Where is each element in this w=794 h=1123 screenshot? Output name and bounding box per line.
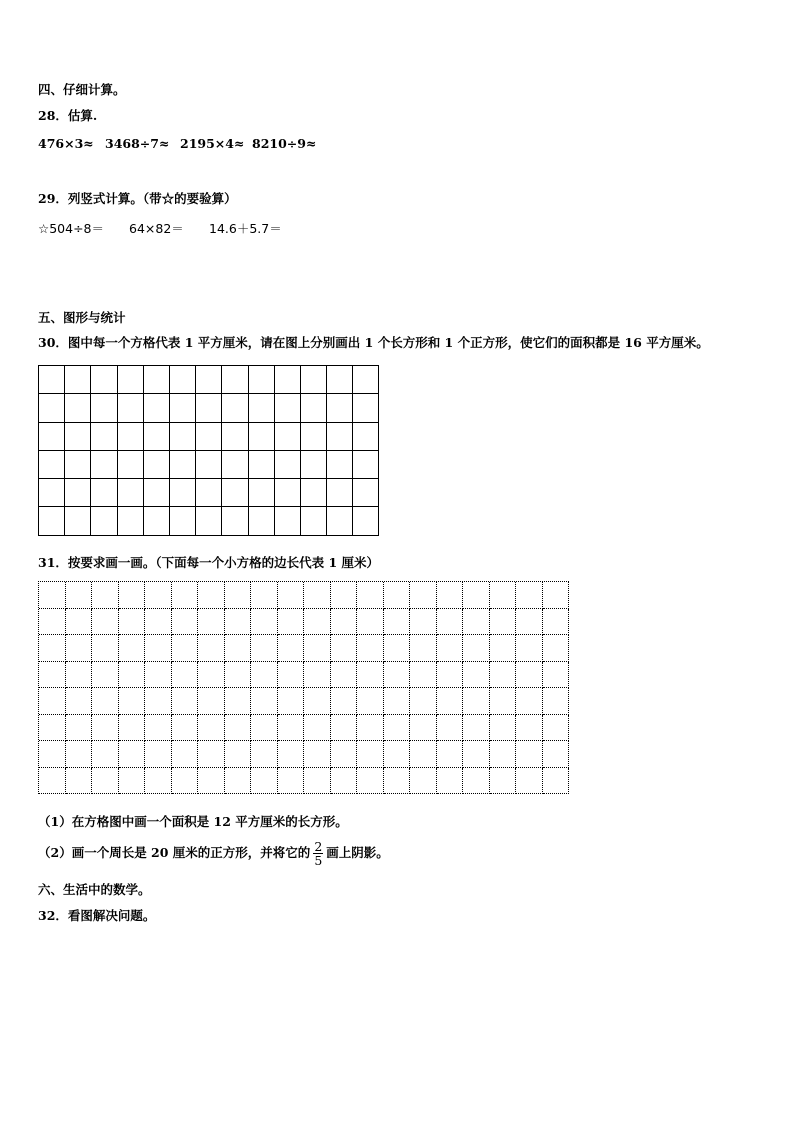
grid-cell[interactable] (410, 741, 437, 768)
grid-row (39, 715, 569, 742)
grid-cell[interactable] (66, 715, 93, 742)
grid-cell[interactable] (463, 688, 490, 715)
grid-cell[interactable] (92, 741, 119, 768)
grid-cell[interactable] (145, 662, 172, 689)
grid-cell[interactable] (144, 507, 170, 535)
grid-cell[interactable] (410, 768, 437, 795)
grid-cell[interactable] (516, 635, 543, 662)
grid-cell[interactable] (145, 688, 172, 715)
grid-cell[interactable] (119, 582, 146, 609)
question-31-part-1: （1）在方格图中画一个面积是 12 平方厘米的长方形。 (38, 814, 348, 829)
grid-cell[interactable] (144, 366, 170, 394)
grid-cell[interactable] (278, 609, 305, 636)
fraction-denominator: 5 (314, 853, 323, 868)
grid-cell[interactable] (331, 741, 358, 768)
grid-cell[interactable] (463, 609, 490, 636)
grid-cell[interactable] (463, 635, 490, 662)
grid-cell[interactable] (327, 451, 353, 479)
grid-cell[interactable] (490, 582, 517, 609)
grid-cell[interactable] (251, 582, 278, 609)
grid-cell[interactable] (301, 394, 327, 422)
grid-cell[interactable] (490, 688, 517, 715)
grid-row (39, 366, 379, 394)
dotted-grid-q31[interactable] (38, 581, 569, 794)
grid-cell[interactable] (249, 366, 275, 394)
grid-cell[interactable] (119, 715, 146, 742)
grid-cell[interactable] (490, 741, 517, 768)
grid-cell[interactable] (66, 582, 93, 609)
grid-cell[interactable] (331, 582, 358, 609)
grid-cell[interactable] (225, 662, 252, 689)
grid-cell[interactable] (222, 479, 248, 507)
grid-cell[interactable] (275, 366, 301, 394)
grid-cell[interactable] (92, 715, 119, 742)
grid-cell[interactable] (384, 635, 411, 662)
grid-cell[interactable] (39, 715, 66, 742)
question-28-label: 28．估算. (38, 108, 98, 123)
grid-cell[interactable] (196, 423, 222, 451)
grid-cell[interactable] (66, 688, 93, 715)
grid-cell[interactable] (170, 366, 196, 394)
grid-cell[interactable] (66, 741, 93, 768)
grid-cell[interactable] (225, 688, 252, 715)
grid-cell[interactable] (39, 394, 65, 422)
grid-row (39, 394, 379, 422)
grid-cell[interactable] (327, 394, 353, 422)
grid-cell[interactable] (92, 582, 119, 609)
section-6-heading: 六、生活中的数学。 (38, 882, 151, 897)
grid-row (39, 582, 569, 609)
grid-cell[interactable] (92, 635, 119, 662)
grid-cell[interactable] (39, 609, 66, 636)
grid-cell[interactable] (463, 582, 490, 609)
grid-cell[interactable] (225, 741, 252, 768)
grid-cell[interactable] (251, 715, 278, 742)
grid-cell[interactable] (353, 394, 379, 422)
vertical-calc-item-1: ☆504÷8＝ (38, 221, 104, 236)
grid-cell[interactable] (437, 715, 464, 742)
grid-cell[interactable] (172, 609, 199, 636)
fraction-numerator: 2 (314, 839, 323, 854)
grid-cell[interactable] (225, 609, 252, 636)
grid-cell[interactable] (39, 582, 66, 609)
grid-cell[interactable] (304, 582, 331, 609)
grid-cell[interactable] (490, 662, 517, 689)
grid-cell[interactable] (384, 582, 411, 609)
grid-cell[interactable] (275, 479, 301, 507)
grid-row (39, 507, 379, 535)
grid-cell[interactable] (172, 768, 199, 795)
grid-cell[interactable] (39, 366, 65, 394)
grid-cell[interactable] (172, 715, 199, 742)
grid-cell[interactable] (119, 635, 146, 662)
grid-cell[interactable] (172, 688, 199, 715)
grid-cell[interactable] (301, 451, 327, 479)
grid-cell[interactable] (410, 582, 437, 609)
grid-cell[interactable] (543, 582, 570, 609)
grid-cell[interactable] (331, 688, 358, 715)
grid-cell[interactable] (66, 609, 93, 636)
grid-cell[interactable] (327, 507, 353, 535)
grid-cell[interactable] (66, 635, 93, 662)
estimate-item-3: 2195×4≈ (180, 136, 245, 151)
grid-cell[interactable] (275, 507, 301, 535)
grid-cell[interactable] (119, 768, 146, 795)
grid-cell[interactable] (516, 715, 543, 742)
grid-cell[interactable] (278, 688, 305, 715)
grid-cell[interactable] (91, 394, 117, 422)
grid-cell[interactable] (144, 451, 170, 479)
grid-cell[interactable] (251, 741, 278, 768)
grid-cell[interactable] (198, 609, 225, 636)
grid-cell[interactable] (251, 635, 278, 662)
grid-cell[interactable] (251, 768, 278, 795)
grid-cell[interactable] (327, 366, 353, 394)
grid-cell[interactable] (327, 423, 353, 451)
grid-cell[interactable] (198, 635, 225, 662)
grid-cell[interactable] (225, 768, 252, 795)
grid-row (39, 451, 379, 479)
grid-cell[interactable] (357, 688, 384, 715)
grid-cell[interactable] (145, 609, 172, 636)
section-4-heading: 四、仔细计算。 (38, 82, 126, 97)
grid-cell[interactable] (222, 507, 248, 535)
grid-cell[interactable] (543, 635, 570, 662)
question-31-part-2 (38, 840, 389, 867)
grid-row (39, 688, 569, 715)
grid-cell[interactable] (225, 635, 252, 662)
grid-row (39, 768, 569, 795)
grid-cell[interactable] (196, 366, 222, 394)
grid-cell[interactable] (170, 451, 196, 479)
grid-cell[interactable] (304, 635, 331, 662)
grid-cell[interactable] (437, 768, 464, 795)
question-30-text: 30．图中每一个方格代表 1 平方厘米，请在图上分别画出 1 个长方形和 1 个正方形，使它们的面积都是 16 平方厘米。 (38, 335, 709, 350)
estimate-item-4: 8210÷9≈ (252, 136, 317, 151)
grid-cell[interactable] (91, 451, 117, 479)
grid-cell[interactable] (384, 688, 411, 715)
grid-cell[interactable] (196, 479, 222, 507)
grid-cell[interactable] (304, 688, 331, 715)
grid-cell[interactable] (301, 507, 327, 535)
grid-cell[interactable] (170, 423, 196, 451)
grid-cell[interactable] (331, 635, 358, 662)
grid-cell[interactable] (353, 479, 379, 507)
grid-cell[interactable] (251, 662, 278, 689)
grid-cell[interactable] (275, 394, 301, 422)
grid-cell[interactable] (490, 609, 517, 636)
square-grid-q30[interactable] (38, 365, 379, 536)
grid-cell[interactable] (327, 479, 353, 507)
grid-cell[interactable] (304, 768, 331, 795)
grid-cell[interactable] (39, 423, 65, 451)
grid-cell[interactable] (516, 582, 543, 609)
grid-cell[interactable] (39, 662, 66, 689)
grid-cell[interactable] (145, 635, 172, 662)
grid-cell[interactable] (301, 366, 327, 394)
grid-cell[interactable] (437, 741, 464, 768)
grid-row (39, 423, 379, 451)
grid-cell[interactable] (118, 394, 144, 422)
grid-cell[interactable] (91, 507, 117, 535)
grid-cell[interactable] (144, 479, 170, 507)
grid-cell[interactable] (119, 609, 146, 636)
grid-cell[interactable] (490, 635, 517, 662)
grid-cell[interactable] (251, 609, 278, 636)
grid-cell[interactable] (437, 582, 464, 609)
grid-cell[interactable] (66, 768, 93, 795)
grid-cell[interactable] (304, 741, 331, 768)
grid-cell[interactable] (543, 662, 570, 689)
grid-cell[interactable] (196, 451, 222, 479)
grid-cell[interactable] (118, 423, 144, 451)
grid-cell[interactable] (39, 768, 66, 795)
grid-cell[interactable] (225, 582, 252, 609)
grid-cell[interactable] (170, 479, 196, 507)
grid-cell[interactable] (92, 662, 119, 689)
grid-cell[interactable] (172, 741, 199, 768)
grid-cell[interactable] (357, 662, 384, 689)
grid-cell[interactable] (516, 768, 543, 795)
part-2-text-before: （2）画一个周长是 20 厘米的正方形，并将它的 (38, 845, 311, 860)
grid-cell[interactable] (278, 662, 305, 689)
grid-cell[interactable] (91, 479, 117, 507)
grid-cell[interactable] (304, 715, 331, 742)
grid-cell[interactable] (170, 394, 196, 422)
grid-cell[interactable] (144, 423, 170, 451)
grid-cell[interactable] (196, 394, 222, 422)
grid-cell[interactable] (225, 715, 252, 742)
grid-cell[interactable] (384, 715, 411, 742)
grid-cell[interactable] (144, 394, 170, 422)
grid-cell[interactable] (463, 741, 490, 768)
grid-cell[interactable] (249, 507, 275, 535)
estimate-item-1: 476×3≈ (38, 136, 94, 151)
grid-cell[interactable] (331, 662, 358, 689)
grid-cell[interactable] (275, 451, 301, 479)
grid-cell[interactable] (222, 423, 248, 451)
estimate-item-2: 3468÷7≈ (105, 136, 170, 151)
fraction (313, 840, 323, 867)
grid-cell[interactable] (172, 582, 199, 609)
grid-cell[interactable] (331, 768, 358, 795)
grid-cell[interactable] (118, 507, 144, 535)
grid-cell[interactable] (490, 715, 517, 742)
grid-cell[interactable] (65, 394, 91, 422)
grid-cell[interactable] (516, 688, 543, 715)
grid-cell[interactable] (119, 662, 146, 689)
vertical-calc-item-2: 64×82＝ (129, 221, 184, 236)
grid-cell[interactable] (275, 423, 301, 451)
grid-cell[interactable] (66, 662, 93, 689)
grid-cell[interactable] (410, 715, 437, 742)
grid-cell[interactable] (357, 715, 384, 742)
grid-cell[interactable] (437, 688, 464, 715)
grid-cell[interactable] (353, 423, 379, 451)
grid-cell[interactable] (304, 662, 331, 689)
grid-cell[interactable] (222, 394, 248, 422)
question-31-text: 31．按要求画一画。（下面每一个小方格的边长代表 1 厘米） (38, 555, 380, 570)
grid-cell[interactable] (145, 768, 172, 795)
grid-cell[interactable] (353, 366, 379, 394)
grid-cell[interactable] (198, 688, 225, 715)
grid-cell[interactable] (543, 741, 570, 768)
grid-cell[interactable] (437, 635, 464, 662)
grid-cell[interactable] (249, 394, 275, 422)
question-29-label: 29．列竖式计算。（带☆的要验算） (38, 191, 237, 206)
grid-cell[interactable] (278, 768, 305, 795)
grid-row (39, 741, 569, 768)
grid-cell[interactable] (304, 609, 331, 636)
grid-row (39, 662, 569, 689)
grid-cell[interactable] (463, 768, 490, 795)
part-2-text-after: 画上阴影。 (326, 845, 389, 860)
grid-cell[interactable] (91, 366, 117, 394)
grid-cell[interactable] (463, 662, 490, 689)
grid-row (39, 479, 379, 507)
grid-cell[interactable] (119, 741, 146, 768)
grid-cell[interactable] (301, 479, 327, 507)
grid-cell[interactable] (331, 609, 358, 636)
grid-cell[interactable] (39, 451, 65, 479)
grid-cell[interactable] (65, 507, 91, 535)
grid-cell[interactable] (118, 479, 144, 507)
vertical-calc-item-3: 14.6＋5.7＝ (209, 221, 282, 236)
grid-cell[interactable] (516, 609, 543, 636)
grid-cell[interactable] (384, 768, 411, 795)
grid-cell[interactable] (145, 741, 172, 768)
grid-cell[interactable] (278, 635, 305, 662)
grid-cell[interactable] (172, 662, 199, 689)
grid-cell[interactable] (92, 768, 119, 795)
grid-cell[interactable] (198, 582, 225, 609)
grid-cell[interactable] (118, 451, 144, 479)
grid-cell[interactable] (384, 662, 411, 689)
grid-cell[interactable] (198, 768, 225, 795)
grid-cell[interactable] (198, 741, 225, 768)
grid-cell[interactable] (278, 741, 305, 768)
grid-cell[interactable] (65, 451, 91, 479)
question-32-text: 32．看图解决问题。 (38, 908, 156, 923)
grid-cell[interactable] (198, 715, 225, 742)
grid-cell[interactable] (39, 635, 66, 662)
grid-cell[interactable] (357, 741, 384, 768)
grid-cell[interactable] (170, 507, 196, 535)
grid-cell[interactable] (301, 423, 327, 451)
grid-cell[interactable] (543, 609, 570, 636)
grid-cell[interactable] (357, 582, 384, 609)
grid-cell[interactable] (222, 366, 248, 394)
grid-cell[interactable] (384, 609, 411, 636)
grid-cell[interactable] (39, 741, 66, 768)
grid-cell[interactable] (463, 715, 490, 742)
grid-cell[interactable] (92, 688, 119, 715)
grid-cell[interactable] (65, 366, 91, 394)
grid-cell[interactable] (278, 715, 305, 742)
grid-cell[interactable] (437, 662, 464, 689)
grid-cell[interactable] (92, 609, 119, 636)
grid-cell[interactable] (357, 635, 384, 662)
grid-cell[interactable] (410, 635, 437, 662)
grid-cell[interactable] (249, 423, 275, 451)
grid-cell[interactable] (357, 609, 384, 636)
grid-cell[interactable] (353, 507, 379, 535)
grid-cell[interactable] (331, 715, 358, 742)
grid-cell[interactable] (384, 741, 411, 768)
grid-cell[interactable] (65, 479, 91, 507)
grid-cell[interactable] (410, 609, 437, 636)
grid-cell[interactable] (39, 507, 65, 535)
grid-cell[interactable] (516, 741, 543, 768)
grid-cell[interactable] (39, 479, 65, 507)
grid-cell[interactable] (119, 688, 146, 715)
section-5-heading: 五、图形与统计 (38, 310, 126, 325)
grid-cell[interactable] (251, 688, 278, 715)
grid-cell[interactable] (353, 451, 379, 479)
grid-cell[interactable] (490, 768, 517, 795)
grid-cell[interactable] (357, 768, 384, 795)
grid-cell[interactable] (198, 662, 225, 689)
grid-cell[interactable] (172, 635, 199, 662)
grid-cell[interactable] (278, 582, 305, 609)
grid-cell[interactable] (91, 423, 117, 451)
grid-row (39, 635, 569, 662)
grid-cell[interactable] (222, 451, 248, 479)
grid-cell[interactable] (196, 507, 222, 535)
grid-cell[interactable] (437, 609, 464, 636)
grid-cell[interactable] (145, 715, 172, 742)
grid-cell[interactable] (410, 688, 437, 715)
grid-cell[interactable] (543, 688, 570, 715)
grid-cell[interactable] (39, 688, 66, 715)
grid-cell[interactable] (249, 479, 275, 507)
grid-cell[interactable] (543, 768, 570, 795)
grid-cell[interactable] (249, 451, 275, 479)
grid-cell[interactable] (516, 662, 543, 689)
grid-cell[interactable] (118, 366, 144, 394)
grid-cell[interactable] (65, 423, 91, 451)
grid-cell[interactable] (145, 582, 172, 609)
grid-row (39, 609, 569, 636)
grid-cell[interactable] (543, 715, 570, 742)
grid-cell[interactable] (410, 662, 437, 689)
